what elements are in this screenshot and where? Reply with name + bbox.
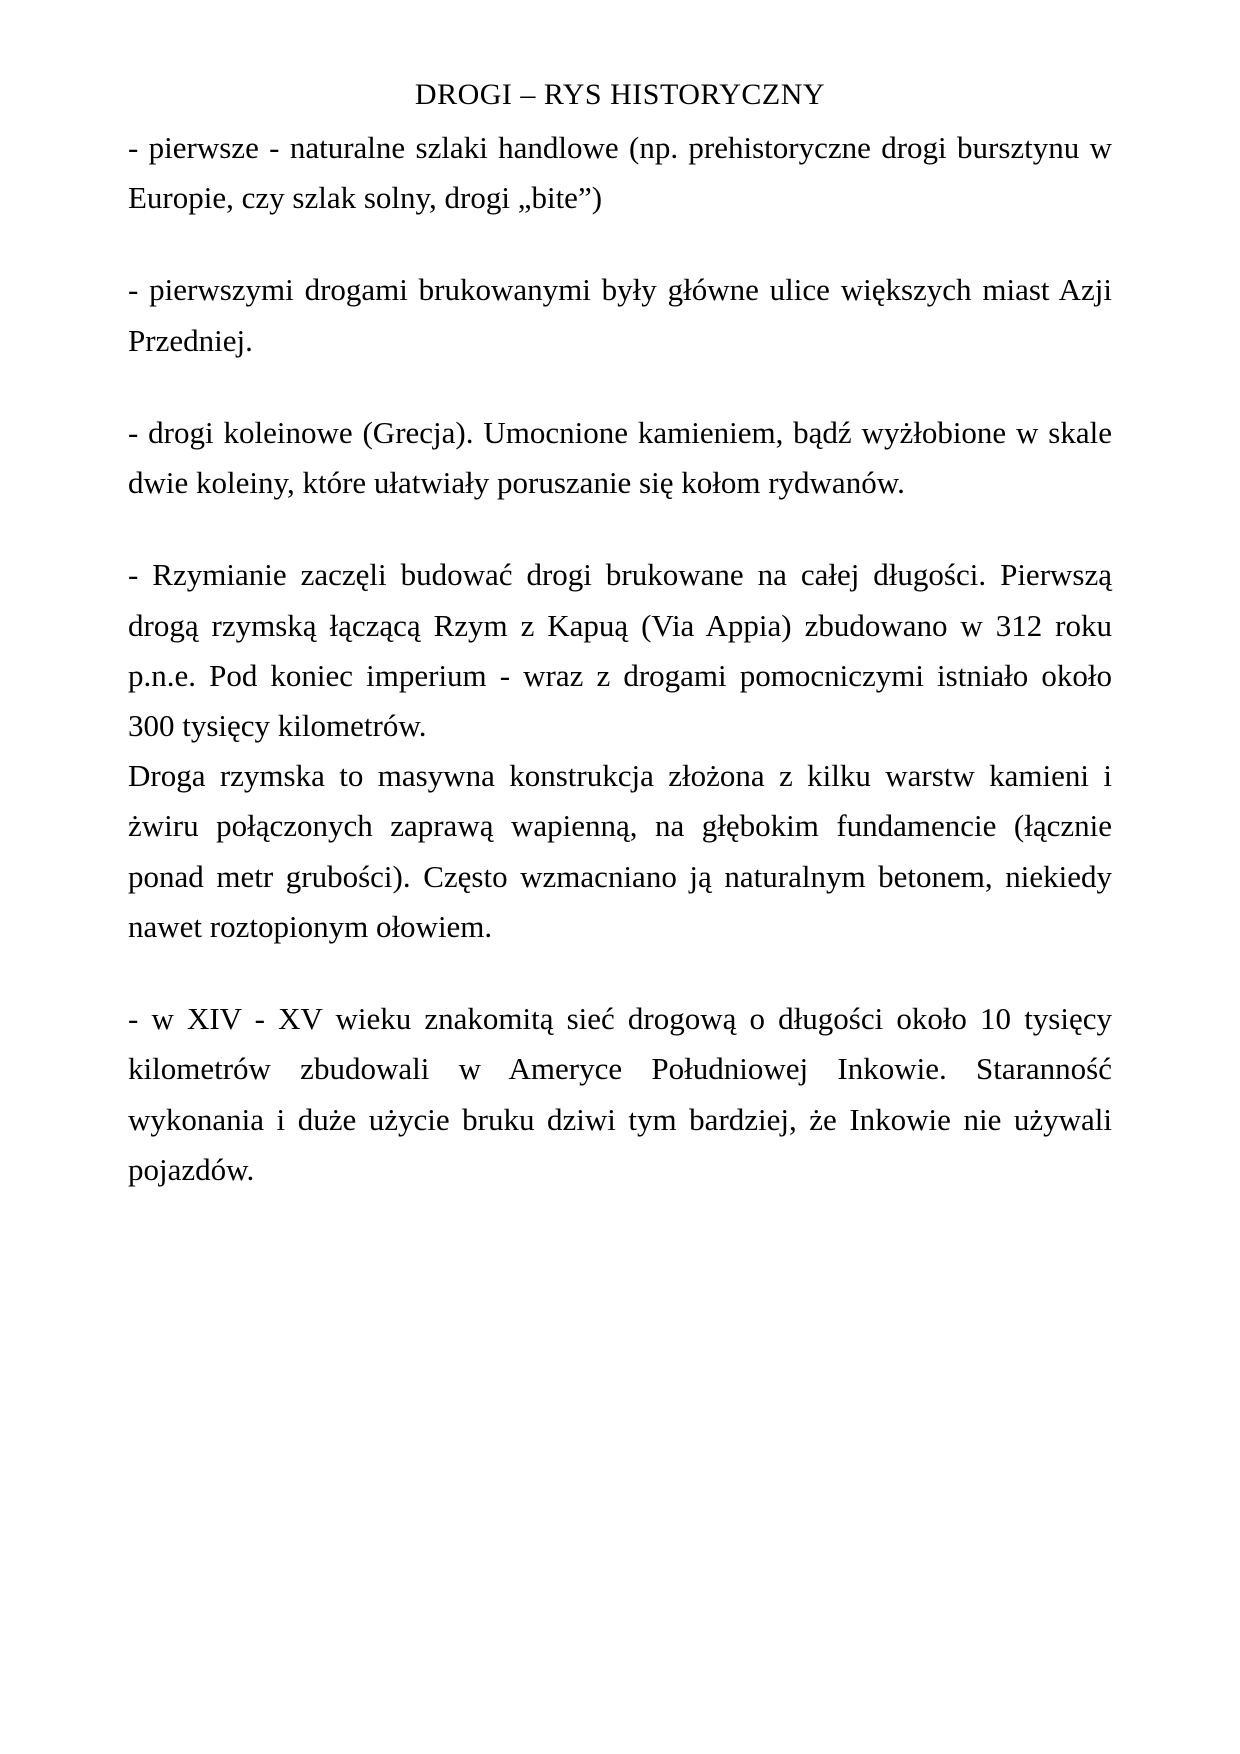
paragraph-spacer bbox=[128, 952, 1112, 994]
paragraph-roman-road-construction: Droga rzymska to masywna konstrukcja złożona z kilku warstw kamieni i żwiru połączonych zaprawą wapienną, na głębokim fundamencie (łącznie ponad metr grubości). Często wzmacniano ją naturalnym betonem, niekiedy nawet roztopionym ołowiem. bbox=[128, 758, 1112, 944]
paragraph-rut-roads-greece: - drogi koleinowe (Grecja). Umocnione kamieniem, bądź wyżłobione w skale dwie koleiny, które ułatwiały poruszanie się kołom rydwanów. bbox=[128, 414, 1112, 501]
paragraph-first-paved-roads: - pierwszymi drogami brukowanymi były główne ulice większych miast Azji Przedniej. bbox=[128, 272, 1112, 358]
paragraph-spacer bbox=[128, 223, 1112, 265]
paragraph-spacer bbox=[128, 508, 1112, 550]
page-title: DROGI – RYS HISTORYCZNY bbox=[414, 78, 826, 111]
paragraph-natural-trade-routes: - pierwsze - naturalne szlaki handlowe (np. prehistoryczne drogi bursztynu w Europie, czy szlak solny, drogi „bite”) bbox=[128, 130, 1112, 216]
paragraph-spacer bbox=[128, 366, 1112, 408]
paragraph-roman-roads: - Rzymianie zaczęli budować drogi brukowane na całej długości. Pierwszą drogą rzymską łączącą Rzym z Kapuą (Via Appia) zbudowano w 312 roku p.n.e. Pod koniec imperium - wraz z drogami pomocniczymi istniało około 300 tysięcy kilometrów. bbox=[128, 557, 1112, 743]
paragraph-inca-roads: - w XIV - XV wieku znakomitą sieć drogową o długości około 10 tysięcy kilometrów zbudowali w Ameryce Południowej Inkowie. Staranność wykonania i duże użycie bruku dziwi tym bardziej, że Inkowie nie używali pojazdów. bbox=[128, 1001, 1112, 1187]
